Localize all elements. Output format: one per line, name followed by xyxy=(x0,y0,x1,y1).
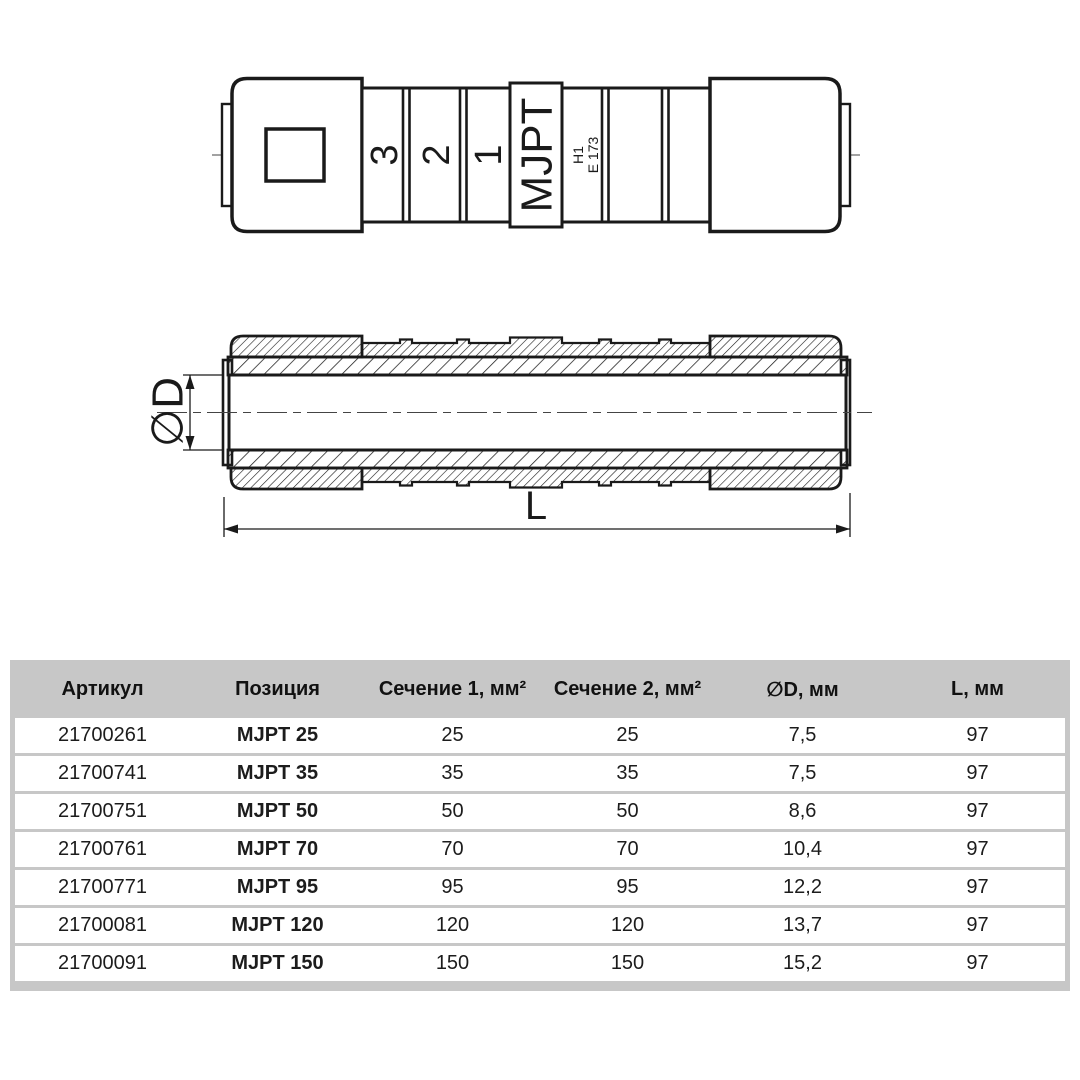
cell-diameter: 10,4 xyxy=(783,838,822,860)
die-step-label-1: 1 xyxy=(468,144,510,166)
cell-article: 21700261 xyxy=(58,724,147,746)
length-label: L xyxy=(524,484,548,528)
cell-section2: 150 xyxy=(610,952,645,974)
top-view xyxy=(212,79,860,232)
header-cell-section1: Сечение 1, мм² xyxy=(378,677,527,700)
cell-diameter: 15,2 xyxy=(783,952,822,974)
die-step-label-2: 2 xyxy=(416,144,458,166)
cell-section1: 25 xyxy=(441,724,464,746)
cell-position: MJPT 35 xyxy=(236,762,319,784)
cell-length: 97 xyxy=(966,838,989,860)
cell-article: 21700771 xyxy=(58,876,147,898)
cell-diameter: 12,2 xyxy=(783,876,822,898)
cell-section2: 35 xyxy=(616,762,639,784)
middle-top-band xyxy=(362,338,710,358)
cell-section1: 120 xyxy=(435,914,470,936)
table-header-row xyxy=(15,660,1065,718)
table-row xyxy=(15,946,1065,981)
cell-section2: 25 xyxy=(616,724,639,746)
table-row xyxy=(15,794,1065,829)
cell-section1: 150 xyxy=(435,952,470,974)
cell-section1: 35 xyxy=(441,762,464,784)
bottom-wall xyxy=(228,450,847,468)
cell-diameter: 13,7 xyxy=(783,914,822,936)
table-row xyxy=(15,718,1065,753)
left-block-window xyxy=(266,129,324,181)
right-sleeve-top-band xyxy=(710,336,841,357)
spec-table xyxy=(10,660,1070,991)
band-label-mjpt: MJPT xyxy=(512,97,562,213)
cell-length: 97 xyxy=(966,914,989,936)
cell-article: 21700761 xyxy=(58,838,147,860)
cell-length: 97 xyxy=(966,952,989,974)
cell-article: 21700091 xyxy=(58,952,147,974)
cell-diameter: 7,5 xyxy=(788,762,817,784)
table-row xyxy=(15,832,1065,867)
table-row xyxy=(15,908,1065,943)
cell-diameter: 7,5 xyxy=(788,724,817,746)
header-cell-section2: Сечение 2, мм² xyxy=(553,677,702,700)
top-wall xyxy=(228,357,847,375)
cell-section2: 120 xyxy=(610,914,645,936)
cell-position: MJPT 150 xyxy=(231,952,324,974)
cell-section1: 70 xyxy=(441,838,464,860)
table-row xyxy=(15,756,1065,791)
header-cell-position: Позиция xyxy=(235,677,320,700)
header-cell-length: L, мм xyxy=(951,677,1004,700)
table-row xyxy=(15,870,1065,905)
section-view xyxy=(144,336,873,537)
cell-position: MJPT 95 xyxy=(236,876,319,898)
right-sleeve-bottom-band xyxy=(710,468,841,489)
left-sleeve-top-band xyxy=(231,336,362,357)
cell-position: MJPT 70 xyxy=(236,838,319,860)
cell-section1: 95 xyxy=(441,876,464,898)
cell-length: 97 xyxy=(966,800,989,822)
left-sleeve-bottom-band xyxy=(231,468,362,489)
stamp-text-e173: E 173 xyxy=(585,136,601,174)
cell-article: 21700751 xyxy=(58,800,147,822)
cell-article: 21700081 xyxy=(58,914,147,936)
diameter-label: ∅D xyxy=(143,376,193,448)
cell-position: MJPT 50 xyxy=(236,800,319,822)
cell-length: 97 xyxy=(966,724,989,746)
cell-diameter: 8,6 xyxy=(788,800,817,822)
header-cell-article: Артикул xyxy=(61,677,144,700)
cell-section2: 70 xyxy=(616,838,639,860)
right-end-block xyxy=(710,79,840,232)
die-step-label-3: 3 xyxy=(364,144,406,166)
stamp-text-h1: H1 xyxy=(570,146,586,164)
cell-length: 97 xyxy=(966,876,989,898)
cell-section2: 50 xyxy=(616,800,639,822)
cell-section2: 95 xyxy=(616,876,639,898)
cell-position: MJPT 120 xyxy=(231,914,324,936)
cell-position: MJPT 25 xyxy=(236,724,319,746)
cell-article: 21700741 xyxy=(58,762,147,784)
cell-length: 97 xyxy=(966,762,989,784)
header-cell-diameter: ∅D, мм xyxy=(766,678,839,701)
cell-section1: 50 xyxy=(441,800,464,822)
